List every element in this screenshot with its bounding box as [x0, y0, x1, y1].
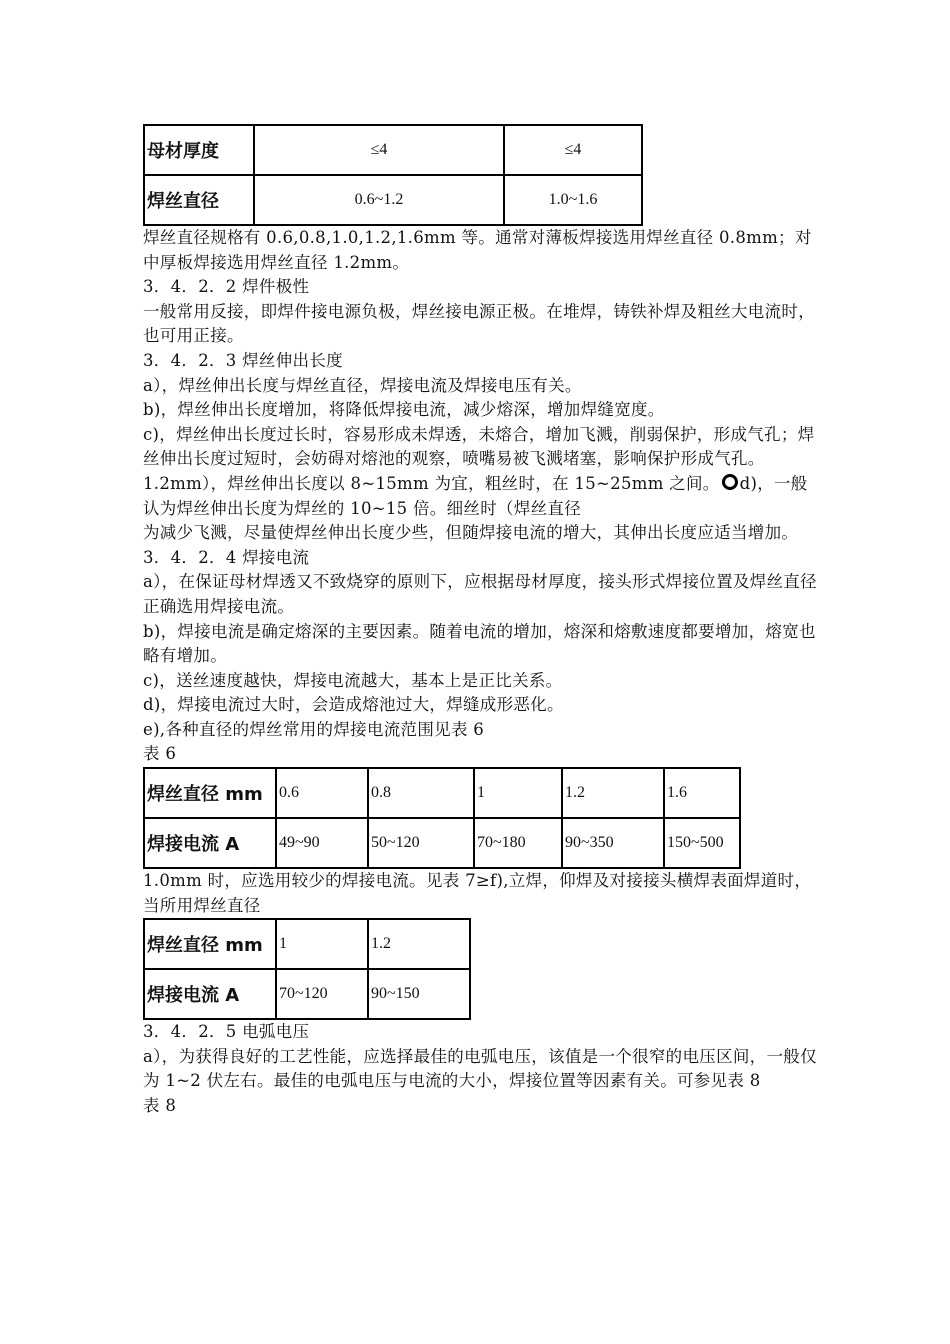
paragraph: a），焊丝伸出长度与焊丝直径，焊接电流及焊接电压有关。: [143, 375, 582, 395]
table-cell: ≤4: [504, 125, 642, 175]
table-cell: ≤4: [254, 125, 504, 175]
paragraph: 为减少飞溅，尽量使焊丝伸出长度少些，但随焊接电流的增大，其伸出长度应适当增加。: [143, 523, 799, 543]
table-cell: 70~120: [276, 969, 368, 1019]
table-row-label: 焊接电流 A: [144, 818, 276, 868]
table-cell: 50~120: [368, 818, 474, 868]
table-row: [144, 969, 470, 1019]
table-cell: 70~180: [474, 818, 562, 868]
paragraph: 一般常用反接，即焊件接电源负极，焊丝接电源正极。在堆焊，铸铁补焊及粗丝大电流时，也可用正接。: [143, 301, 815, 346]
table-row-label: 焊丝直径: [144, 175, 254, 225]
table-cell: 1.2: [368, 919, 470, 969]
table-cell: 1.2: [562, 768, 664, 818]
table-row: [144, 768, 740, 818]
section-heading: 3．4．2．3 焊丝伸出长度: [143, 350, 343, 370]
paragraph: c)，焊丝伸出长度过长时，容易形成未焊透，未熔合，增加飞溅，削弱保护，形成气孔；焊丝伸出长度过短时，会妨碍对熔池的观察，喷嘴易被飞溅堵塞，影响保护形成气孔。: [143, 424, 815, 469]
bullet-icon: [722, 474, 738, 490]
table-caption: 表 6: [143, 744, 177, 764]
paragraph-text: 1.2mm），焊丝伸出长度以 8~15mm 为宜，粗丝时，在 15~25mm 之间。: [143, 473, 720, 493]
section-heading: 3．4．2．4 焊接电流: [143, 547, 310, 567]
table-cell: 49~90: [276, 818, 368, 868]
table-base-thickness: [143, 124, 643, 226]
table-row: [144, 818, 740, 868]
section-heading: 3．4．2．5 电弧电压: [143, 1022, 310, 1042]
table-cell: 150~500: [664, 818, 740, 868]
table-row: [144, 919, 470, 969]
table-cell: 1.6: [664, 768, 740, 818]
paragraph: d)，焊接电流过大时，会造成熔池过大，焊缝成形恶化。: [143, 695, 564, 715]
paragraph: c)，送丝速度越快，焊接电流越大，基本上是正比关系。: [143, 670, 563, 690]
paragraph: 1.0mm 时，应选用较少的焊接电流。见表 7≥f),立焊，仰焊及对接接头横焊表面焊道时，当所用焊丝直径: [143, 871, 812, 915]
paragraph-text: d)，一般认为焊丝伸出长度为焊丝的 10~15 倍。细丝时（焊丝直径: [143, 473, 808, 518]
table-row-label: 焊丝直径 mm: [144, 768, 276, 818]
table-row: [144, 175, 642, 225]
table-cell: 0.6~1.2: [254, 175, 504, 225]
table-row-label: 母材厚度: [144, 125, 254, 175]
paragraph: [143, 472, 823, 521]
table-cell: 1: [474, 768, 562, 818]
table-cell: 1: [276, 919, 368, 969]
table-7: [143, 918, 471, 1020]
table-cell: 0.8: [368, 768, 474, 818]
paragraph: a），为获得良好的工艺性能，应选择最佳的电弧电压，该值是一个很窄的电压区间，一般仅为 1~2 伏左右。最佳的电弧电压与电流的大小，焊接位置等因素有关。可参见表 8: [143, 1046, 817, 1091]
paragraph: b)，焊接电流是确定熔深的主要因素。随着电流的增加，熔深和熔敷速度都要增加，熔宽也略有增加。: [143, 621, 816, 666]
table-cell: 90~150: [368, 969, 470, 1019]
paragraph: a），在保证母材焊透又不致烧穿的原则下，应根据母材厚度，接头形式焊接位置及焊丝直径正确选用焊接电流。: [143, 572, 817, 616]
paragraph: e),各种直径的焊丝常用的焊接电流范围见表 6: [143, 719, 485, 739]
document-page: [143, 124, 823, 1119]
section-heading: 3．4．2．2 焊件极性: [143, 277, 310, 297]
table-cell: 0.6: [276, 768, 368, 818]
table-cell: 1.0~1.6: [504, 175, 642, 225]
table-row-label: 焊接电流 A: [144, 969, 276, 1019]
paragraph: b)，焊丝伸出长度增加，将降低焊接电流，减少熔深，增加焊缝宽度。: [143, 400, 665, 420]
table-row: [144, 125, 642, 175]
table-6: [143, 767, 741, 869]
table-caption: 表 8: [143, 1096, 177, 1116]
table-cell: 90~350: [562, 818, 664, 868]
table-row-label: 焊丝直径 mm: [144, 919, 276, 969]
paragraph: 焊丝直径规格有 0.6,0.8,1.0,1.2,1.6mm 等。通常对薄板焊接选用焊丝直径 0.8mm；对中厚板焊接选用焊丝直径 1.2mm。: [143, 228, 812, 272]
